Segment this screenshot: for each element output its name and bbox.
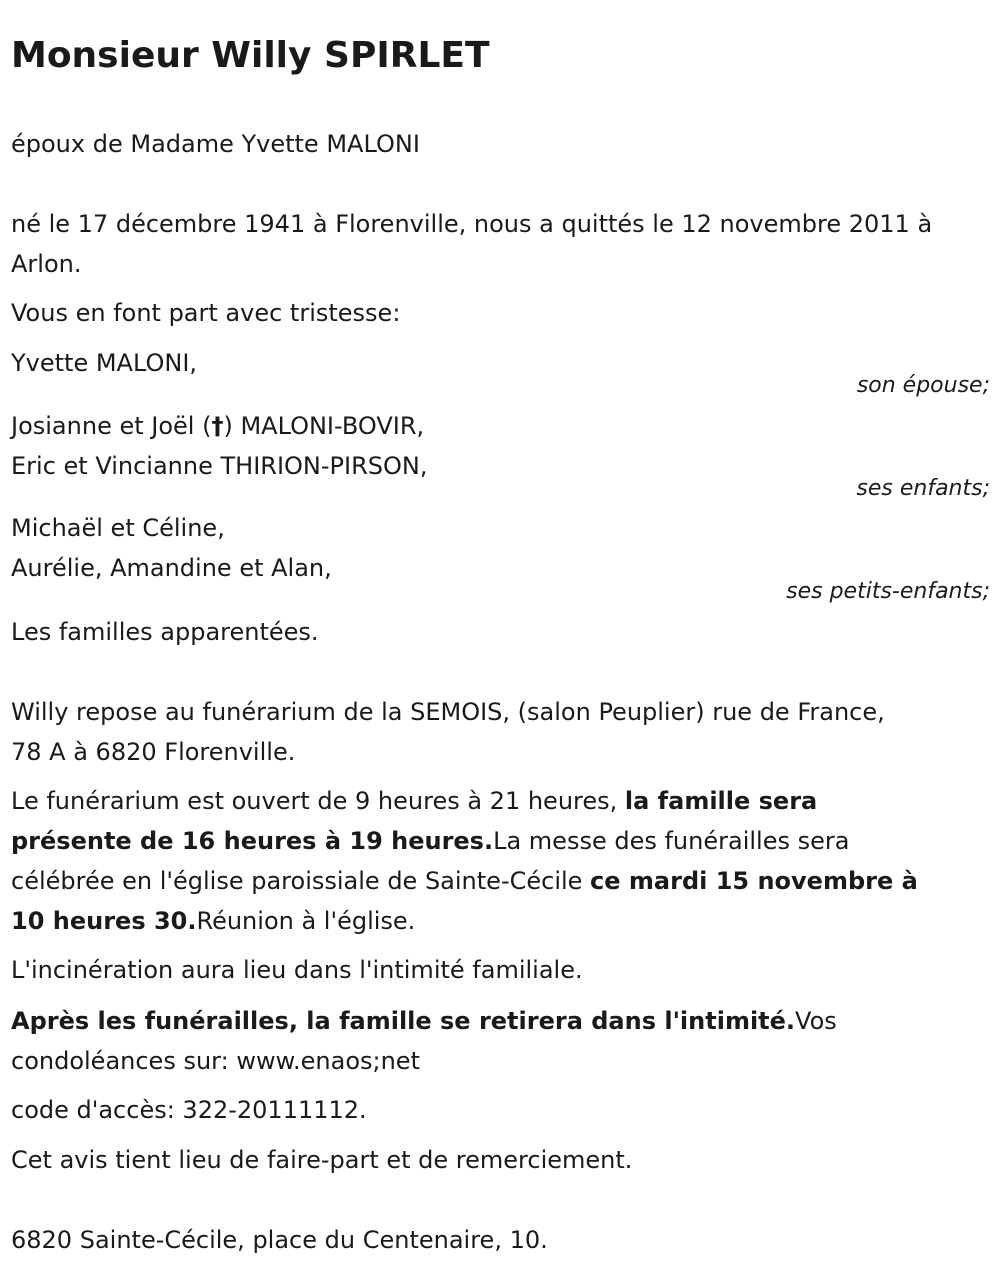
hours-line-2-bold: présente de 16 heures à 19 heures.: [11, 827, 494, 855]
grandchildren-role: ses petits-enfants;: [786, 579, 990, 604]
page-title: Monsieur Willy SPIRLET: [11, 35, 490, 76]
hours-line-1: [11, 781, 817, 821]
announcement-line: Vous en font part avec tristesse:: [11, 299, 401, 327]
spouse-name: Yvette MALONI,: [11, 349, 198, 377]
spouse-line: époux de Madame Yvette MALONI: [11, 130, 420, 158]
child-line-1: [11, 406, 424, 446]
relatives-line: Les familles apparentées.: [11, 618, 319, 646]
after-line-1-bold: Après les funérailles, la famille se retirera dans l'intimité.: [11, 1007, 796, 1035]
birth-death-line-1: né le 17 décembre 1941 à Florenville, nous a quittés le 12 novembre 2011 à: [11, 210, 933, 238]
condolences-line: condoléances sur: www.enaos;net: [11, 1047, 420, 1075]
child-1-names: Josianne et Joël (: [11, 412, 212, 440]
hours-line-2-text: La messe des funérailles sera: [493, 827, 850, 855]
hours-line-1-text: Le funérarium est ouvert de 9 heures à 21 heures,: [11, 787, 625, 815]
hours-line-2: [11, 821, 849, 861]
notice-line: Cet avis tient lieu de faire-part et de remerciement.: [11, 1146, 633, 1174]
repose-line-2: 78 A à 6820 Florenville.: [11, 738, 296, 766]
deceased-cross-icon: †: [211, 412, 224, 440]
hours-line-3-text: célébrée en l'église paroissiale de Sainte-Cécile: [11, 867, 591, 895]
hours-line-4-bold: 10 heures 30.: [11, 907, 197, 935]
hours-line-3-bold: ce mardi 15 novembre à: [590, 867, 918, 895]
hours-line-4: [11, 901, 415, 941]
spouse-role: son épouse;: [856, 373, 990, 398]
access-code-line: code d'accès: 322-20111112.: [11, 1096, 367, 1124]
address-line: 6820 Sainte-Cécile, place du Centenaire, 10.: [11, 1226, 548, 1254]
child-1-surname: ) MALONI-BOVIR,: [223, 412, 425, 440]
hours-line-1-bold: la famille sera: [624, 787, 818, 815]
grandchild-line-1: Michaël et Céline,: [11, 514, 225, 542]
cremation-line: L'incinération aura lieu dans l'intimité familiale.: [11, 956, 583, 984]
children-role: ses enfants;: [856, 476, 990, 501]
hours-line-3: [11, 861, 918, 901]
repose-line-1: Willy repose au funérarium de la SEMOIS, (salon Peuplier) rue de France,: [11, 698, 885, 726]
after-line-1: [11, 1001, 837, 1041]
hours-line-4-text: Réunion à l'église.: [196, 907, 416, 935]
child-line-2: Eric et Vincianne THIRION-PIRSON,: [11, 452, 428, 480]
grandchild-line-2: Aurélie, Amandine et Alan,: [11, 554, 332, 582]
after-line-1-text: Vos: [795, 1007, 837, 1035]
birth-death-line-2: Arlon.: [11, 250, 82, 278]
